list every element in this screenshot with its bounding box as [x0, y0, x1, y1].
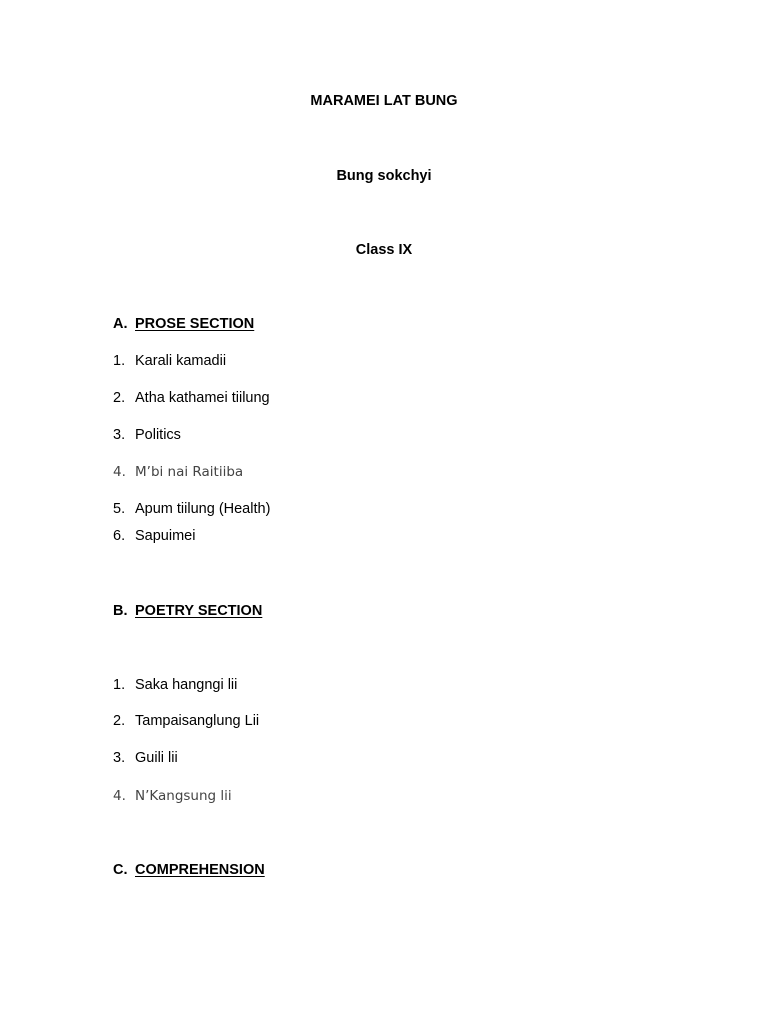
- item-number: 5.: [113, 501, 126, 517]
- list-item: [113, 352, 226, 370]
- item-number: 3.: [113, 427, 126, 443]
- section-marker: A.: [113, 316, 128, 332]
- list-item: [113, 463, 243, 481]
- item-text: Apum tiilung (Health): [135, 501, 271, 517]
- item-text: Atha kathamei tiilung: [135, 390, 270, 406]
- document-subtitle: Bung sokchyi: [336, 168, 432, 184]
- item-text: Karali kamadii: [135, 353, 227, 369]
- item-number: 1.: [113, 677, 126, 693]
- item-text: Politics: [135, 427, 181, 443]
- list-item: [113, 389, 270, 407]
- item-number: 2.: [113, 390, 126, 406]
- item-number: 2.: [113, 713, 126, 729]
- list-item: [113, 712, 259, 730]
- section-heading-poetry: [113, 602, 262, 620]
- item-text: M’bi nai Raitiiba: [135, 464, 244, 480]
- list-item: [113, 749, 178, 767]
- item-number: 4.: [113, 788, 126, 804]
- item-number: 3.: [113, 750, 126, 766]
- list-item: [113, 787, 232, 805]
- document-title: MARAMEI LAT BUNG: [310, 93, 458, 109]
- section-heading-comprehension: [113, 861, 265, 879]
- section-heading-prose: [113, 315, 254, 333]
- item-number: 6.: [113, 528, 126, 544]
- class-label: Class IX: [355, 242, 413, 258]
- item-text: Tampaisanglung Lii: [135, 713, 260, 729]
- item-text: Saka hangngi lii: [135, 677, 238, 693]
- list-item: [113, 527, 195, 545]
- item-text: N’Kangsung lii: [135, 788, 232, 804]
- item-text: Sapuimei: [135, 528, 196, 544]
- section-title: COMPREHENSION: [135, 862, 265, 878]
- list-item: [113, 676, 237, 694]
- item-text: Guili lii: [135, 750, 178, 766]
- list-item: [113, 500, 270, 518]
- section-title: POETRY SECTION: [135, 603, 263, 619]
- item-number: 1.: [113, 353, 126, 369]
- section-title: PROSE SECTION: [135, 316, 255, 332]
- section-marker: C.: [113, 862, 128, 878]
- item-number: 4.: [113, 464, 126, 480]
- section-marker: B.: [113, 603, 128, 619]
- list-item: [113, 426, 181, 444]
